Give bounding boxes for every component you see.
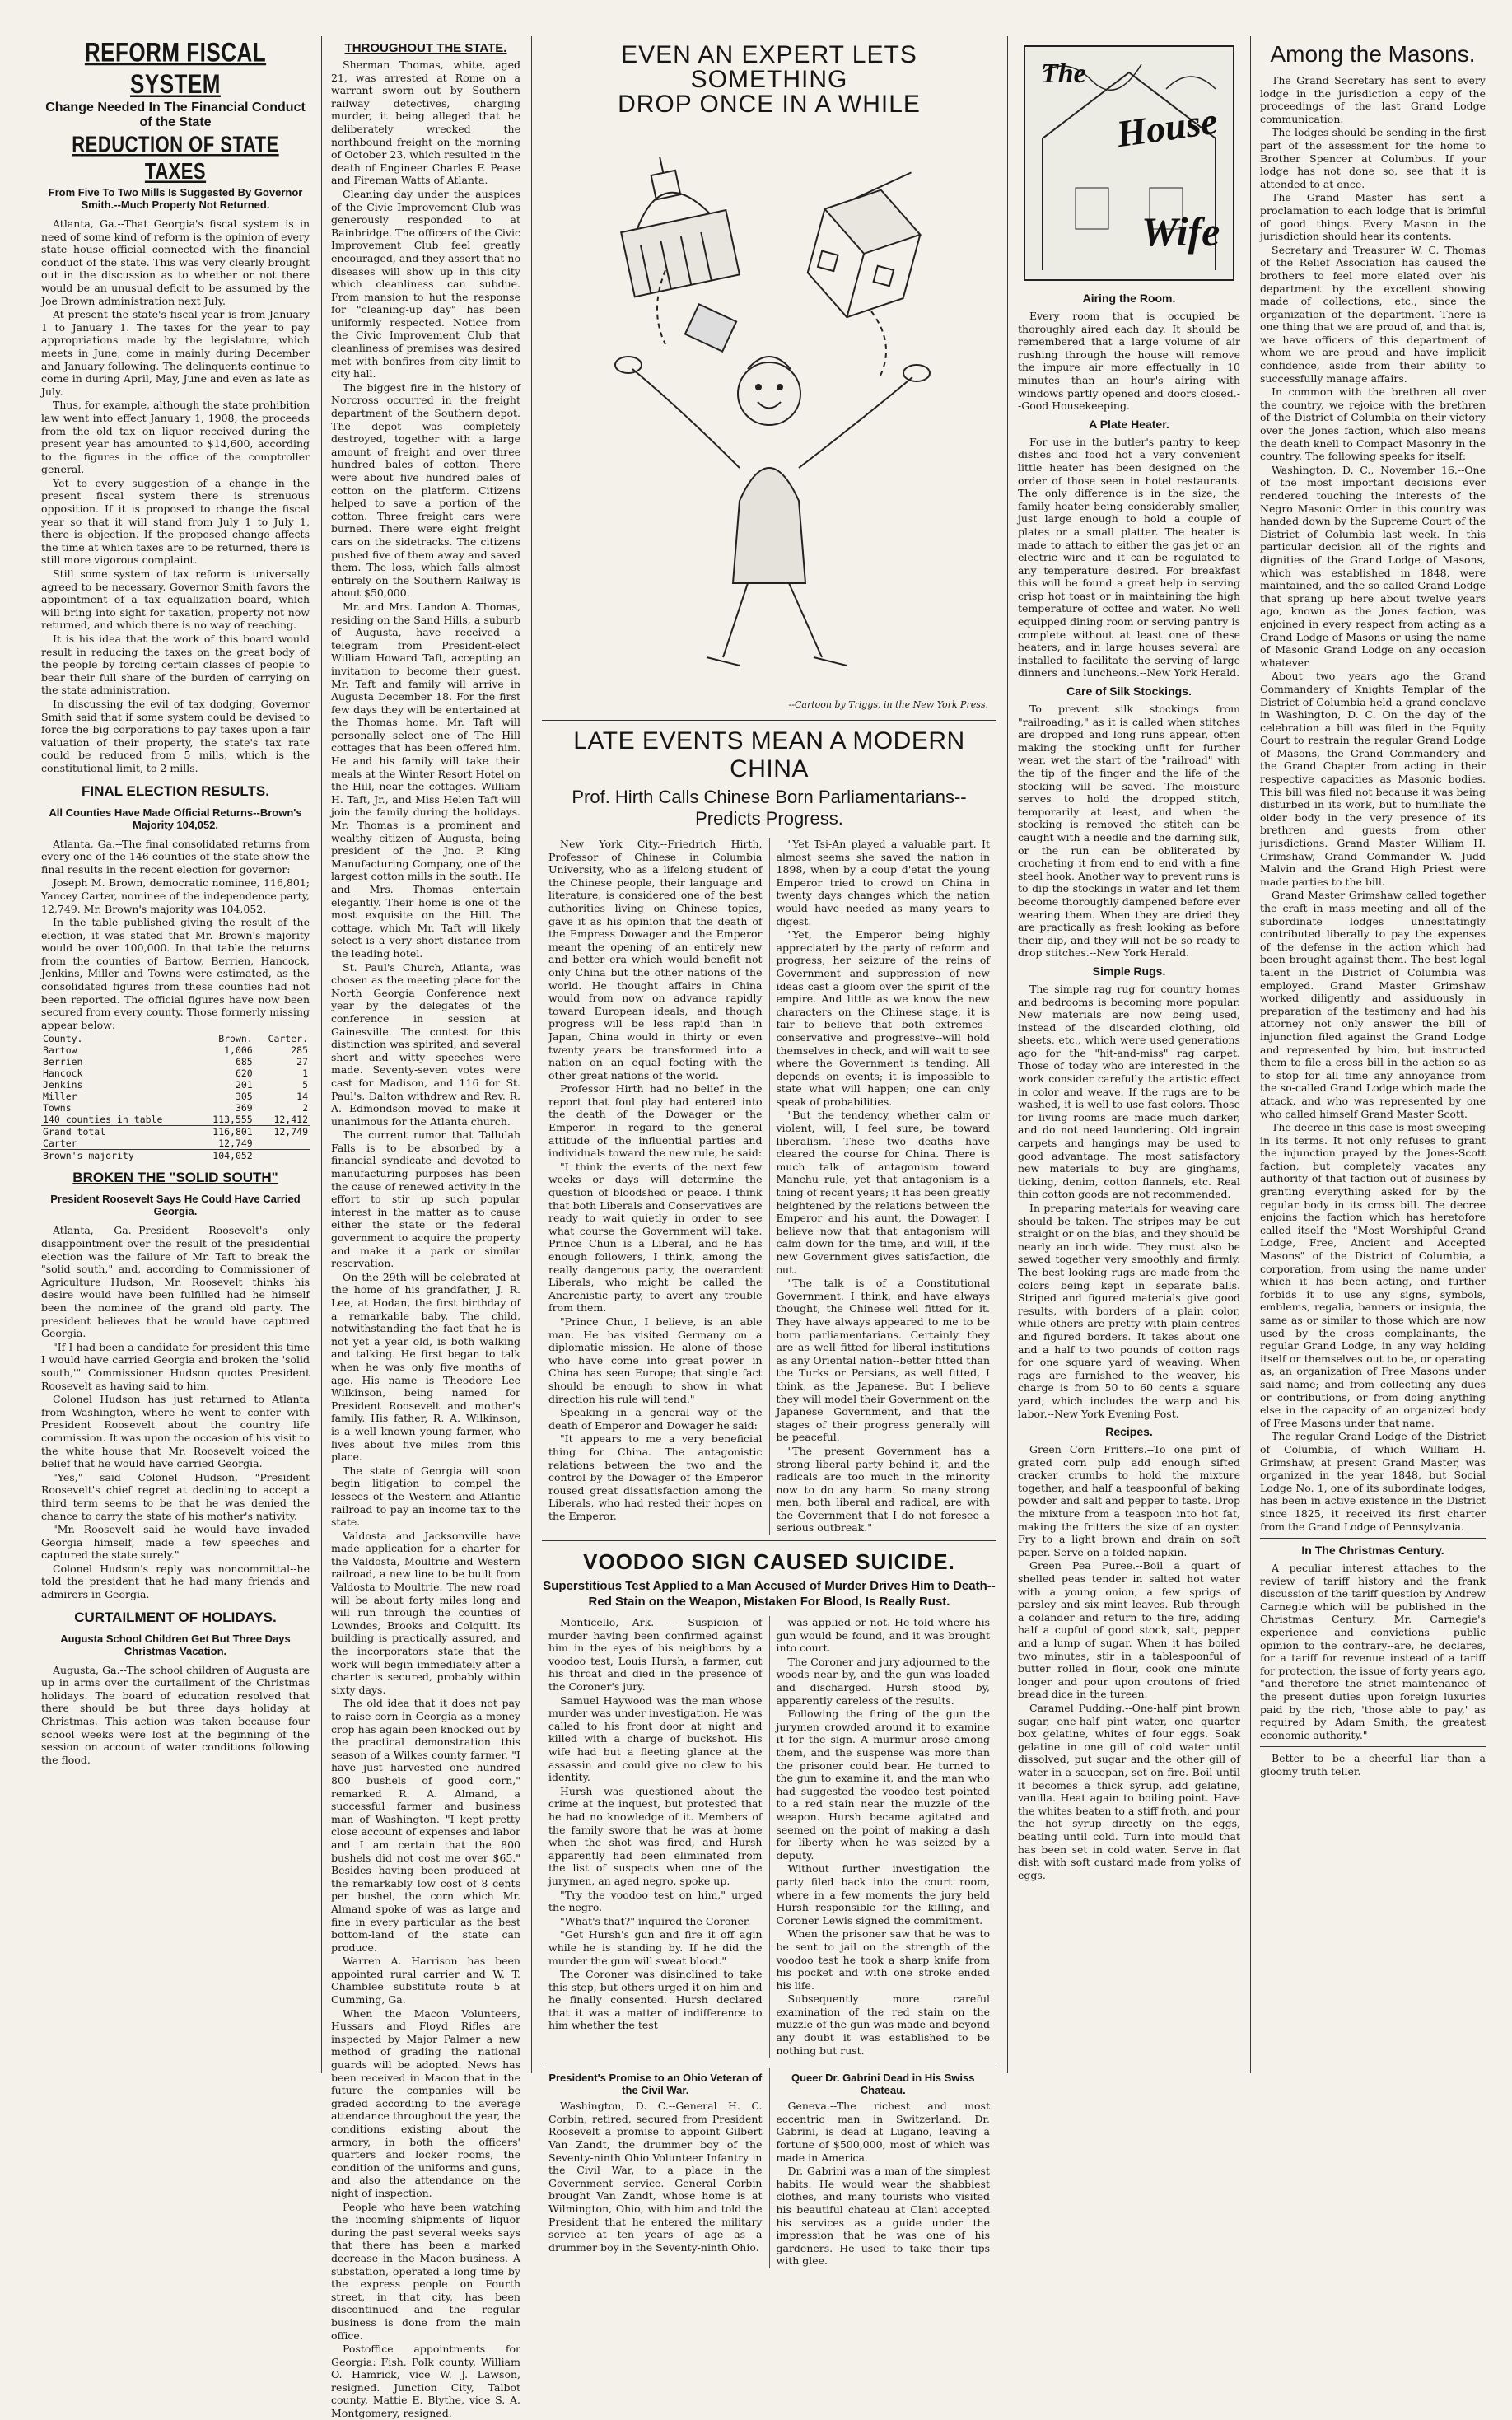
paragraph: Monticello, Ark. -- Suspicion of murder having been confirmed against him in the eyes of his neighbors by a voodoo test, Louis Hursh, a farmer, cut his throat and died in the presence of the Coroner's jury.	[548, 1616, 763, 1694]
deck-election: All Counties Have Made Official Returns--Brown's Majority 104,052.	[49, 806, 302, 831]
paragraph: The Coroner and jury adjourned to the woods near by, and the gun was loaded and discharged. Hursh stood by, apparently careless of the results.	[776, 1655, 990, 1707]
paragraph: Secretary and Treasurer W. C. Thomas of the Relief Association has caused the brothers to feel more elated over his department by the excellent showing made of collections, etc., since the organization of the department. There is one thing that we are proud of, and that is, we have officers of this department of whom we are proud and have implicit confidence, aside from their ability to successfully manage affairs.	[1260, 243, 1486, 385]
paragraph: Colonel Hudson's reply was noncommittal--he told the president that he had many friends and admirers in Georgia.	[41, 1562, 310, 1601]
table-row	[41, 1079, 310, 1091]
headline-solid-south: BROKEN THE "SOLID SOUTH"	[72, 1170, 278, 1186]
table-cell: 12,412	[273, 1114, 308, 1126]
paragraph: Geneva.--The richest and most eccentric man in Switzerland, Dr. Gabrini, is dead at Lugano, leaving a fortune of $500,000, most of which was made in America.	[776, 2100, 990, 2164]
table-cell: 27	[296, 1056, 308, 1068]
table-cell: 285	[291, 1044, 308, 1057]
paragraph: "Yet Tsi-An played a valuable part. It almost seems she saved the nation in 1898, when by a coup d'etat the young Emperor tried to crowd on China in twenty days changes which the nation would have needed as many years to digest.	[776, 838, 990, 927]
deck-governor-smith: From Five To Two Mills Is Suggested By Governor Smith.--Much Property Not Returned.	[48, 186, 303, 211]
paragraph: On the 29th will be celebrated at the home of his grandfather, J. R. Lee, at Hodan, the first birthday of a remarkable baby. The child, notwithstanding the fact that he is not yet a year old, is both walking and talking. He first began to talk when he was only five months of age. His name is Theodore Lee Wilkinson, being named for President Roosevelt and mother's family. His father, R. A. Wilkinson, is a well known young farmer, who lives about five miles from this place.	[331, 1270, 520, 1464]
headline-masons: Among the Masons.	[1270, 41, 1476, 67]
paragraph: Professor Hirth had no belief in the report that foul play had entered into the death of the Dowager or the Emperor. In regard to the general attitude of the influential parties and individuals toward the new rule, he said:	[548, 1082, 763, 1160]
bottom-briefs	[542, 2068, 996, 2268]
paragraph: Augusta, Ga.--The school children of Augusta are up in arms over the curtailment of the Christmas holidays. The board of education resolved that there should be but three days holiday at Christmas. This action was taken because four school weeks were lost at the beginning of the session on account of water conditions following the flood.	[41, 1663, 310, 1766]
paragraph: "Yet, the Emperor being highly appreciated by the party of reform and progress, her seizure of the reins of Government and suppression of new ideas cast a gloom over the spirit of the empire. And little as we know the new characters on the Chinese stage, it is fair to believe that both extremes--conservative and progressive--will hold themselves in check, and will wait to see where the Government is tending. All depends on events; it is impossible to state what will happen; one can only speak of probabilities.	[776, 928, 990, 1108]
paragraph: The biggest fire in the history of Norcross occurred in the freight department of the Southern depot. The depot was completely destroyed, together with a large amount of freight and over three hundred bales of cotton. There were about five hundred bales of cotton on the platform. Citizens helped to save a portion of the cotton. Three freight cars were burned. There were eight freight cars on the sidetracks. The citizens pushed five of them away and saved them. The loss, which falls almost entirely on the Southern Railway is about $50,000.	[331, 381, 520, 600]
paragraph: Green Corn Fritters.--To one pint of grated corn pulp add enough sifted cracker crumbs to hold the mixture together, and half a teaspoonful of baking powder and salt and pepper to taste. Drop the mixture from a teaspoon into hot fat, making the fritters the size of an oyster. Fry to a light brown and drain on soft paper. Serve on a folded napkin.	[1018, 1443, 1240, 1558]
table-cell: 201	[235, 1079, 253, 1091]
paragraph: "Yes," said Colonel Hudson, "President Roosevelt's chief regret at declining to accept a third term seems to be that he was denied the chance to carry the state of his mother's nativity.	[41, 1470, 310, 1522]
paragraph: The Grand Secretary has sent to every lodge in the jurisdiction a copy of the proceedings of the last Grand Lodge communication.	[1260, 74, 1486, 125]
paragraph: New York City.--Friedrich Hirth, Professor of Chinese in Columbia University, who as a lifelong student of the Chinese people, their language and literature, is considered one of the best authorities living on Chinese topics, gave it as his opinion that the death of the Empress Dowager and the Emperor meant the opening of an entirely new and better era which would benefit not only China but the other nations of the world. He thought affairs in China would from now on advance rapidly toward European ideals, and though progress will be less rapid than in Japan, China would in thirty or even twenty years be transformed into a nation on an equal footing with the other great nations of the world.	[548, 838, 763, 1082]
paragraph: Green Pea Puree.--Boil a quart of shelled peas tender in salted hot water with a young onion, a few sprigs of parsley and six mint leaves. Rub through a colander and return to the fire, adding half a cupful of good stock, salt, pepper and a lump of sugar. When it has boiled two minutes, stir in a tablespoonful of butter rolled in flour, cook one minute longer and pour upon croutons of fried bread dice in the tureen.	[1018, 1559, 1240, 1701]
table-row	[41, 1102, 310, 1114]
headline-modern-china: LATE EVENTS MEAN A MODERN CHINA	[573, 727, 965, 783]
paragraph: "Prince Chun, I believe, is an able man. He has visited Germany on a diplomatic mission. He alone of those who have come into great power in China has seen Europe; that single fact should be enough to show in what direction his rule will tend."	[548, 1315, 763, 1405]
paragraph: Dr. Gabrini was a man of the simplest habits. He would wear the shabbiest clothes, and many tourists who visited his beautiful chateau at Clani accepted his services as a guide under the impression that he was one of his gardeners. He used to take their tips with glee.	[776, 2165, 990, 2268]
closing-aphorism: Better to be a cheerful liar than a gloomy truth teller.	[1260, 1752, 1486, 1778]
paragraph: Yet to every suggestion of a change in the present fiscal system there is strenuous opposition. If it is proposed to change the fiscal year so that it will stand from July 1 to July 1, there is objection. If the proposed change affects the time at which taxes are to be returned, there is still more vigorous complaint.	[41, 476, 310, 567]
paragraph: Caramel Pudding.--One-half pint brown sugar, one-half pint water, one quarter box gelatine, whites of four eggs. Soak gelatine in one gill of cold water until dissolved, put sugar and the other gill of water in a saucepan, set on fire. Boil until it becomes a thick syrup, add gelatine, vanilla. Heat again to boiling point. Have the whites beaten to a stiff froth, and pour the hot syrup directly on the eggs, beating until cold. Turn into mould that has been set in cold water. Serve in flat dish with soft custard made from yolks of eggs.	[1018, 1701, 1240, 1881]
table-cell: 1,006	[224, 1044, 253, 1057]
headline-silk-stockings: Care of Silk Stockings.	[1066, 684, 1192, 698]
headline-airing: Airing the Room.	[1082, 292, 1176, 305]
paragraph: Grand Master Grimshaw called together the craft in mass meeting and all of the subordinate lodges unhesitatingly contributed liberally to pay the expenses of the defense in the action which had been brought against them. The best legal talent in the District of Columbia was employed. Grand Master Grimshaw worked diligently and assiduously in preparation of the testimony and had his attorney not only answer the bill of injunction filed against the Grand Lodge and represented by him, but instructed them to file a cross bill in the action so as to stop for all time any annoyance from the so-called Grand Lodge which made the attack, and who was represented by one who called himself Grand Master Scott.	[1260, 889, 1486, 1120]
table-total-row	[41, 1126, 310, 1138]
paragraph: To prevent silk stockings from "railroading," as it is called when stitches are dropped and long runs appear, often making the stocking unfit for further wear, wet the start of the "railroad" with the tip of the finger and the life of the stocking will be saved. The moisture serves to hold the dropped stitch, temporarily at least, and when the stocking is removed the stitch can be caught with a needle and the darning silk, or the run can be obliterated by crocheting it from end to end with a fine steel hook. Another way to prevent runs is to dip the stockings in water and let them become thoroughly dampened before ever wearing them. When they are dried they are practically as fresh looking as before their dip, and they will not be so ready to drop stitches.--New York Herald.	[1018, 703, 1240, 960]
article-reform-fiscal	[41, 217, 310, 775]
divider	[1260, 1746, 1486, 1747]
table-cell: 14	[296, 1091, 308, 1103]
masthead-word: Wife	[1141, 208, 1220, 255]
paragraph: "If I had been a candidate for president this time I would have carried Georgia and broken the 'solid south,'" Commissioner Hudson quotes President Roosevelt as having said to him.	[41, 1340, 310, 1392]
divider	[1260, 1538, 1486, 1539]
cartoon-drawing	[542, 122, 996, 682]
headline-plate-heater: A Plate Heater.	[1089, 417, 1169, 431]
divider	[542, 720, 996, 721]
headline-reform-fiscal: REFORM FISCAL SYSTEM	[84, 36, 267, 100]
table-cell: 2	[302, 1102, 308, 1114]
column-rule	[321, 36, 322, 2073]
paragraph: "I think the events of the next few weeks or days will determine the question of bloodshed or peace. I think that both Liberals and Conservatives are ready to wait quietly in order to see what course the Government will take. Prince Chun is a Liberal, and he has enough followers, I think, among the really dangerous party, the overardent Liberals, who might be called the Anarchistic party, to avert any trouble from them.	[548, 1160, 763, 1315]
divider	[542, 1540, 996, 1541]
paragraph: Every room that is occupied be thoroughly aired each day. It should be remembered that a large volume of air rushing through the house will remove the impure air more effectually in 10 minutes than an hour's airing with windows partly opened and doors closed.--Good Housekeeping.	[1018, 310, 1240, 413]
deck-voodoo: Superstitious Test Applied to a Man Accused of Murder Drives Him to Death--Red Stain on the Weapon, Mistaken For Blood, Is Really Rust.	[543, 1579, 996, 1609]
article-column	[769, 1616, 997, 2058]
article-column	[542, 1616, 769, 2058]
table-row	[41, 1056, 310, 1068]
table-header-cell: County.	[43, 1033, 83, 1045]
headline-veteran: President's Promise to an Ohio Veteran of the Civil War.	[548, 2072, 763, 2097]
column-rule	[1007, 36, 1008, 2073]
center-block	[534, 40, 1005, 2268]
table-row	[41, 1138, 310, 1150]
deck-solid-south: President Roosevelt Says He Could Have Carried Georgia.	[50, 1193, 301, 1218]
table-cell: Jenkins	[43, 1079, 83, 1091]
column-rule	[531, 36, 532, 2073]
paragraph: In preparing materials for weaving care should be taken. The stripes may be cut straight or on the bias, and they should be nearly an inch wide. They must also be sewed together very smoothly and firmly. The best looking rugs are made from the colors being kept in separate balls. Striped and figured materials give good results, with borders of a plain color, while others are pretty with plain centres and figured borders. It takes about one and a half to two pounds of cotton rags for one square yard of weaving. When rags are furnished to the weaver, his charge is from 50 to 60 cents a square yard, which includes the warp and his labor.--New York Evening Post.	[1018, 1202, 1240, 1420]
headline-reduction-taxes: REDUCTION OF STATE TAXES	[72, 131, 279, 185]
cartoon-illustration	[542, 122, 996, 715]
table-cell: 12,749	[218, 1138, 253, 1150]
table-cell: 116,801	[198, 1126, 254, 1138]
headline-christmas-century: In The Christmas Century.	[1301, 1544, 1444, 1558]
article-voodoo	[542, 1616, 996, 2058]
paragraph: Subsequently more careful examination of the red stain on the muzzle of the gun was made and beyond any doubt it was established to be nothing but rust.	[776, 1993, 990, 2057]
headline-throughout-state: THROUGHOUT THE STATE.	[344, 41, 507, 55]
paragraph: People who have been watching the incoming shipments of liquor during the past several weeks says that there has been a marked decrease in the Macon business. A substation, operated a long time by the express people on Fourth street, in that city, has been discontinued and the regular business is done from the main office.	[331, 2200, 520, 2342]
paragraph: Postoffice appointments for Georgia: Fish, Polk county, William O. Hamrick, vice W. J. Lawson, resigned. Junction City, Talbot county, Mattie E. Blythe, vice S. A. Montgomery, resigned.	[331, 2343, 520, 2420]
table-cell: 620	[235, 1068, 253, 1080]
headline-voodoo: VOODOO SIGN CAUSED SUICIDE.	[583, 1549, 955, 1575]
masthead-word: House	[1113, 99, 1220, 156]
column-housewife	[1010, 40, 1248, 2073]
table-cell: 1	[302, 1068, 308, 1080]
table-cell: 140 counties in table	[43, 1114, 163, 1126]
housewife-masthead	[1018, 40, 1240, 287]
paragraph: "Mr. Roosevelt said he would have invaded Georgia himself, made a few speeches and captured the state surely."	[41, 1523, 310, 1562]
table-header-cell: Carter.	[268, 1033, 308, 1045]
table-cell: 685	[235, 1056, 253, 1068]
paragraph: Atlanta, Ga.--President Roosevelt's only disappointment over the result of the presidential election was the failure of Mr. Taft to break the "solid south," and, according to Commissioner of Agriculture Hudson, Mr. Roosevelt thinks his desire would have been fulfilled had he himself been the nominee of the grand old party. The president believes that he would have captured Georgia.	[41, 1224, 310, 1340]
table-cell: Hancock	[43, 1068, 83, 1080]
paragraph: The Coroner was disinclined to take this step, but others urged it on him and he finally consented. Hursh declared that it was a matter of indifference to him whether the test	[548, 1968, 763, 2032]
paragraph: It is his idea that the work of this board would result in reducing the taxes on the great body of the people by forcing certain classes of people to bear their full share of the burden of carrying on the state administration.	[41, 633, 310, 697]
paragraph: The simple rag rug for country homes and bedrooms is becoming more popular. New materials are now being used, instead of the discarded clothing, old sheets, etc., which were used generations ago for the "hit-and-miss" rag carpet. Those of today who are interested in the work consider carefully the artistic effect in color and weave. If the rugs are to be washed, it is well to use fast colors. Those for living rooms are made much darker, and do not need laundering. Old ingrain carpets and hangings may be used to good advantage. The most satisfactory new materials to buy are ginghams, ticking, denim, cotton flannels, etc. Real thin cotton goods are not recommended.	[1018, 982, 1240, 1201]
article-modern-china	[542, 838, 996, 1535]
table-cell: 113,555	[212, 1114, 253, 1126]
table-cell: 369	[235, 1102, 253, 1114]
housewife-masthead-art	[1018, 40, 1240, 287]
paragraph: In discussing the evil of tax dodging, Governor Smith said that if some system could be devised to force the big corporations to pay taxes upon a fair valuation of their property, the state's tax rate could be reduced from 5 mills, which is the constitutional limit, to 2 mills.	[41, 697, 310, 774]
paragraph: Cleaning day under the auspices of the Civic Improvement Club was generously responded to at Bainbridge. The officers of the Civic Improvement Club feel greatly encouraged, and they assert that no diseases will show up in this city which cleanliness can subdue. From mansion to hut the response for "cleaning-up day" has been uniformly respected. Notice from the Civic Improvement Club that cleanliness of premises was desired met with bonfires from city limit to city hall.	[331, 187, 520, 381]
paragraph: Mr. and Mrs. Landon A. Thomas, residing on the Sand Hills, a suburb of Augusta, have received a telegram from President-elect William Howard Taft, accepting an invitation to become their guest. Mr. Taft and family will arrive in Augusta December 18. For the first few days they will be entertained at the Thomas home. Mr. Taft will personally select one of The Hill cottages that has been offered him. He and his family will take their meals at the Winter Resort Hotel on the Hill, near the cottages. William H. Taft, Jr., and Miss Helen Taft will join the family during the holidays. Mr. Thomas is a prominent and wealthy citizen of Augusta, being president of the Jno. P. King Manufacturing Company, one of the largest cotton mills in the south. He and Mrs. Thomas entertain elegantly. Their home is one of the most exquisite on the Hill. The cottage, which Mr. Taft will likely select is a very short distance from the leading hotel.	[331, 600, 520, 960]
paragraph: The old idea that it does not pay to raise corn in Georgia as a money crop has again been knocked out by the practical demonstration this season of a Wilkes county farmer. "I have just harvested one hundred 800 bushels of good corn," remarked R. A. Almand, a successful farmer and business man of Washington. "I kept pretty close account of expenses and labor and I am certain that the 800 bushels did not cost me over $65." Besides having been produced at the remarkably low cost of 8 cents per bushel, the corn which Mr. Almand spoke of was as large and fine in every particular as the best bottom-land of the state can produce.	[331, 1697, 520, 1954]
paragraph: When the Macon Volunteers, Hussars and Floyd Rifles are inspected by Major Palmer a new method of grading the national guards will be adopted. News has been received in Macon that in the future the companies will be graded according to the average attendance throughout the year, the conditions existing about the armory, in both the officers' quarters and locker rooms, the condition of the uniforms and guns, and also the attendance on the night of inspection.	[331, 2007, 520, 2199]
paragraph: Without further investigation the party filed back into the court room, where in a few moments the jury held Hursh responsible for the killing, and Coroner Lewis signed the commitment.	[776, 1862, 990, 1927]
paragraph: "Try the voodoo test on him," urged the negro.	[548, 1888, 763, 1914]
paragraph: Colonel Hudson has just returned to Atlanta from Washington, where he went to confer with President Roosevelt about the country life commission. It was upon the occasion of his visit to the white house that Mr. Roosevelt voiced the belief that he would have carried Georgia.	[41, 1393, 310, 1470]
cartoon-banner	[542, 43, 996, 117]
table-header-row	[41, 1033, 310, 1044]
table-header-cell: Brown.	[218, 1033, 253, 1045]
table-cell: Berrien	[43, 1056, 83, 1068]
paragraph: When the prisoner saw that he was to be sent to jail on the strength of the voodoo test he took a sharp knife from his pocket and with one stroke ended his life.	[776, 1927, 990, 1992]
paragraph: The decree in this case is most sweeping in its terms. It not only refuses to grant the injunction prayed by the Jones-Scott faction, but completely vacates any authority of that faction out of business by granting everything asked for by the regular body in its cross bill. The decree enjoins the faction which has heretofore called itself the "Most Worshipful Grand Lodge, Free, Ancient and Accepted Masons" of the District of Columbia, a corporation, from using the name under which it has been acting, and further forbids it to use any signs, symbols, emblems, regalia, banners or insignia, the same as or similar to those which are now used by the cross complainants, the regular Grand Lodge, in any way holding itself or themselves out to be, or operating as, an organization of Free Masons under said name; and from collecting any dues or contributions, or from doing anything else in the capacity of an organized body of Free Masons under that name.	[1260, 1121, 1486, 1429]
paragraph: "But the tendency, whether calm or violent, will, I feel sure, be toward liberalism. These two deaths have cleared the course for China. There is much talk of antagonism toward Manchu rule, yet that antagonism is a thing of recent years; it has been greatly heightened by the relations between the Emperor and his aunt, the Dowager. I believe now that that antagonism will calm down for the time, and will, if the new Government gives satisfaction, die out.	[776, 1109, 990, 1276]
paragraph: Washington, D. C., November 16.--One of the most important decisions ever rendered touching the interests of the Negro Masonic Order in this country was handed down by the Supreme Court of the District of Columbia last week. In this particular decision all of the rights and dignities of the Grand Lodge of Masons, which was established in 1848, were maintained, and the so-called Grand Lodge that sprang up here about twelve years ago, known as the Jones faction, was enjoined in every respect from acting as a Grand Lodge of Masons or using the name of Masonic Grand Lodge on any occasion whatever.	[1260, 463, 1486, 669]
paragraph: "The talk is of a Constitutional Government. I think, and have always thought, the Chinese well fitted for it. They have always appeared to me to be born parliamentarians. Certainly they are as well fitted for liberal institutions as any Oriental nation--better fitted than the Turks or Persians, as well fitted, I think, as the Japanese. But I believe they will model their Government on the Japanese Government, and that the stages of their progress generally will be peaceful.	[776, 1277, 990, 1444]
paragraph: In the table published giving the result of the election, it was stated that Mr. Brown's majority would be over 100,000. In that table the returns from the counties of Bartow, Berrien, Hancock, Jenkins, Miller and Towns were estimated, as the consolidated figures from these counties had not been reported. The official figures have now been secured from every county. Those formerly missing appear below:	[41, 916, 310, 1031]
table-cell: Brown's majority	[41, 1150, 198, 1162]
table-row	[41, 1068, 310, 1079]
paragraph: Hursh was questioned about the crime at the inquest, but protested that he had no knowledge of it. Members of the family swore that he was at home when the shot was fired, and Hursh apparently had been eliminated from the list of suspects when one of the jurymen, an aged negro, spoke up.	[548, 1784, 763, 1887]
headline-gabrini: Queer Dr. Gabrini Dead in His Swiss Chateau.	[791, 2072, 975, 2097]
column-1	[33, 36, 318, 2073]
deck-holidays: Augusta School Children Get But Three Days Christmas Vacation.	[60, 1632, 291, 1657]
paragraph: The current rumor that Tallulah Falls is to be absorbed by a financial syndicate and devoted to manufacturing purposes has been the cause of renewed activity in the effort to stir up such popular interest in the matter as to cause either the state or the federal government to acquire the property and make it a park or similar reservation.	[331, 1128, 520, 1270]
table-row	[41, 1091, 310, 1102]
paragraph: A peculiar interest attaches to the review of tariff history and the frank discussion of the tariff question by Andrew Carnegie which will be published in the Christmas Century. Mr. Carnegie's experience and convictions --public opinion to the contrary--are, he declares, for a tariff for revenue instead of a tariff for protection, the issue of forty years ago, "and therefore the strict maintenance of the present duties upon foreign luxuries paid by the rich, 'those able to pay,' as required by Adam Smith, the greatest economic authority."	[1260, 1562, 1486, 1741]
paragraph: Warren A. Harrison has been appointed rural carrier and W. T. Chamblee substitute route 5 at Cumming, Ga.	[331, 1955, 520, 2007]
paragraph: The Grand Master has sent a proclamation to each lodge that is brimful of good things. Every Mason in the jurisdiction should hear its contents.	[1260, 191, 1486, 243]
headline-simple-rugs: Simple Rugs.	[1092, 964, 1166, 978]
table-cell: 5	[302, 1079, 308, 1091]
deck-financial-conduct: Change Needed In The Financial Conduct of the State	[45, 100, 306, 129]
table-row	[41, 1044, 310, 1056]
banner-line: EVEN AN EXPERT LETS SOMETHING	[621, 41, 917, 93]
table-cell: 104,052	[198, 1150, 254, 1162]
paragraph: For use in the butler's pantry to keep dishes and food hot a very convenient little heater has been designed on the order of those seen in hotel restaurants. The only difference is in the size, the family heater being considerably smaller, just large enough to hold a couple of plates or a small platter. The heater is made to attach to either the gas jet or an electric wire and it can be regulated to any temperature desired. For breakfast this will be found a great help in serving crisp hot toast or in maintaining the high temperature of coffee and water. No well equipped dining room or serving pantry is complete without at least one of these heaters, and in large houses several are installed to facilitate the serving of large dinners and luncheons.--New York Herald.	[1018, 435, 1240, 680]
table-cell: Bartow	[43, 1044, 77, 1057]
table-cell: 12,749	[254, 1126, 310, 1138]
paragraph: Valdosta and Jacksonville have made application for a charter for the Valdosta, Moultrie and Western railroad, a new line to be built from Valdosta to Moultrie. The new road will be about forty miles long and will run through the counties of Lowndes, Brooks and Colquitt. Its building is practically assured, and the incorporators state that the work will begin immediately after a charter is secured, probably within sixty days.	[331, 1529, 520, 1696]
table-row	[41, 1114, 310, 1126]
paragraph: About two years ago the Grand Commandery of Knights Templar of the District of Columbia held a grand conclave in Washington, D. C. On the day of the celebration a bill was filed in the Equity Court to restrain the regular Grand Lodge of Masons, the Grand Commandery and the Grand Chapter from acting in their respective capacities as Masonic bodies. This bill was filed not because it was being disturbed in its work, but to humiliate the older body in the very presence of its brethren and guests from other jurisdictions. Grand Master William H. Grimshaw, Grand Commander W. Judd Malvin and the Grand High Priest were made parties to the bill.	[1260, 670, 1486, 888]
paragraph: Still some system of tax reform is universally agreed to be necessary. Governor Smith favors the appointment of a tax equalization board, which will bring into sight for taxation, property not now returned, and which there is no way of reaching.	[41, 568, 310, 632]
table-cell: 305	[235, 1091, 253, 1103]
paragraph: The lodges should be sending in the first part of the assessment for the home to Brother Spencer at Columbus. If your lodge has not done so, see that it is attended to at once.	[1260, 126, 1486, 190]
column-rule	[1250, 36, 1251, 2073]
table-cell: Miller	[43, 1091, 77, 1103]
paragraph: The state of Georgia will soon begin litigation to compel the lessees of the Western and Atlantic railroad to pay an income tax to the state.	[331, 1464, 520, 1529]
paragraph: "The present Government has a strong liberal party behind it, and the radicals are too much in the minority now to do any harm. So many strong men, both liberal and radical, are with the Government that I do not foresee a serious outbreak."	[776, 1444, 990, 1535]
article-column	[769, 838, 997, 1535]
paragraph: Washington, D. C.--General H. C. Corbin, retired, secured from President Roosevelt a promise to appoint Gilbert Van Zandt, the drummer boy of the Seventy-ninth Ohio Volunteer Infantry in the Civil War, to a place in the Government service. General Corbin brought Van Zandt, whose home is at Wilmington, Ohio, with him and told the President that he entered the military service at ten years of age as a drummer boy in the Seventy-ninth Ohio.	[548, 2100, 763, 2254]
paragraph: "Get Hursh's gun and fire it off agin while he is standing by. If he did the murder the gun will sweat blood."	[548, 1928, 763, 1967]
table-majority-row	[41, 1150, 310, 1162]
deck-modern-china: Prof. Hirth Calls Chinese Born Parliamentarians--Predicts Progress.	[572, 787, 967, 829]
headline-election-results: FINAL ELECTION RESULTS.	[82, 783, 269, 799]
paragraph: Samuel Haywood was the man whose murder was under investigation. He was called to his front door at night and killed with a charge of buckshot. His wife had but a fleeting glance at the assassin and could give no clew to his identity.	[548, 1694, 763, 1784]
article-column	[542, 838, 769, 1535]
paragraph: was applied or not. He told where his gun would be found, and it was brought into court.	[776, 1616, 990, 1655]
column-2	[323, 40, 529, 2420]
paragraph: Sherman Thomas, white, aged 21, was arrested at Rome on a warrant sworn out by Southern railway detectives, charging murder, it being alleged that he deliberately wrecked the northbound freight on the morning of October 23, which resulted in the death of Engineer Charles F. Pease and Fireman Watts of Atlanta.	[331, 58, 520, 187]
paragraph: Speaking in a general way of the death of Emperor and Dowager he said:	[548, 1406, 763, 1432]
paragraph: At present the state's fiscal year is from January 1 to January 1. The taxes for the year to pay appropriations made by the legislature, which meets in June, come in mainly during December and January following. The delinquents continue to come in during April, May, June and even as late as July.	[41, 308, 310, 398]
masthead-word: The	[1041, 58, 1086, 89]
banner-line: DROP ONCE IN A WHILE	[618, 91, 921, 118]
paragraph: Thus, for example, although the state prohibition law went into effect January 1, 1908, the proceeds from the old tax on liquor received during the present year has amounted to $14,600, according to the figures in the office of the comptroller general.	[41, 399, 310, 476]
cartoon-credit: --Cartoon by Triggs, in the New York Press.	[788, 699, 988, 710]
column-masons	[1252, 40, 1494, 2073]
table-cell: Carter	[43, 1138, 77, 1150]
paragraph: "It appears to me a very beneficial thing for China. The antagonistic relations between the two and the control by the Dowager of the Emperor roused great dissatisfaction among the Liberals, who had rested their hopes on the Emperor.	[548, 1432, 763, 1522]
table-cell: Towns	[43, 1102, 72, 1114]
paragraph: Following the firing of the gun the jurymen crowded around it to examine it for the sign. A murmur arose among them, and the suspense was more than the prisoner could bear. He turned to the gun to examine it, and the man who had suggested the voodoo test pointed to a red stain near the muzzle of the weapon. Hursh became agitated and seemed on the point of making a dash for liberty when he was seized by a deputy.	[776, 1708, 990, 1862]
article-gabrini	[769, 2068, 997, 2268]
table-cell: Grand total	[41, 1126, 198, 1138]
paragraph: Atlanta, Ga.--That Georgia's fiscal system is in need of some kind of reform is the opinion of every state house official connected with the financial conduct of the state. This was very clearly brought out in the discussion as to whether or not there would be an unusual deficit to be assumed by the Joe Brown administration next July.	[41, 217, 310, 307]
election-table	[41, 1033, 310, 1161]
article-veteran	[542, 2068, 769, 2268]
headline-holidays: CURTAILMENT OF HOLIDAYS.	[74, 1609, 277, 1625]
paragraph: In common with the brethren all over the country, we rejoice with the brethren of the District of Columbia on their victory over the Jones faction, which also means the death knell to Compact Masonry in the country. The following speaks for itself:	[1260, 385, 1486, 463]
paragraph: Joseph M. Brown, democratic nominee, 116,801; Yancey Carter, nominee of the independence party, 12,749. Mr. Brown's majority was 104,052.	[41, 876, 310, 915]
paragraph: St. Paul's Church, Atlanta, was chosen as the meeting place for the North Georgia Conference next year by the delegates of the conference in session at Gainesville. The contest for this distinction was spirited, and several short and witty speeches were made. Seventy-seven votes were cast for Madison, and 116 for St. Paul's. Dalton withdrew and Rev. R. A. Edmondson moved to make it unanimous for the Atlanta church.	[331, 960, 520, 1128]
paragraph: Atlanta, Ga.--The final consolidated returns from every one of the 146 counties of the state show the final results in the recent election for governor:	[41, 837, 310, 876]
paragraph: "What's that?" inquired the Coroner.	[560, 1914, 751, 1927]
headline-recipes: Recipes.	[1105, 1425, 1153, 1439]
paragraph: The regular Grand Lodge of the District of Columbia, of which William H. Grimshaw, at present Grand Master, was organized in the year 1848, but Social Lodge No. 1, one of its subordinate lodges, has been in active existence in the District since 1825, it received its first charter from the Grand Lodge of Pennsylvania.	[1260, 1430, 1486, 1533]
